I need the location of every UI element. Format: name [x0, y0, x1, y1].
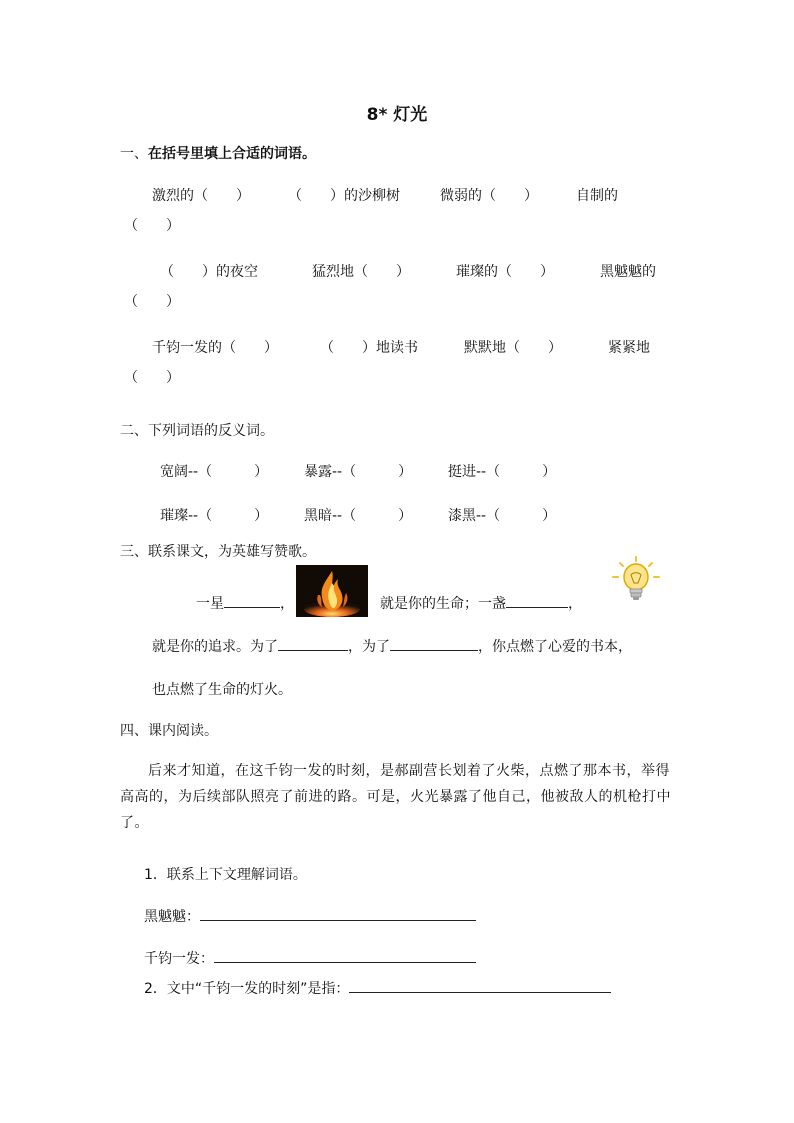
s1-r3-c3: 默默地（ ）	[464, 340, 562, 356]
blank-2[interactable]	[506, 593, 568, 608]
reading-passage	[120, 758, 676, 836]
lightbulb-icon	[608, 555, 664, 605]
lightbulb-image	[608, 555, 664, 605]
q1-term-2	[144, 948, 476, 968]
s2-r1-c2: 暴露--（ ）	[304, 464, 413, 480]
s3-line1-right	[380, 593, 582, 613]
s3-text-pursuit: 就是你的追求。为了	[152, 639, 278, 655]
s1-r1-c1: 激烈的（ ）	[152, 188, 250, 204]
blank-4[interactable]	[390, 636, 478, 651]
s2-r2-c2: 黑暗--（ ）	[304, 508, 413, 524]
passage-paragraph: 后来才知道，在这千钧一发的时刻，是郝副营长划着了火柴，点燃了那本书，举得高高的，为后续部队照亮了前进的路。可是，火光暴露了他自己，他被敌人的机枪打中了。	[120, 763, 671, 831]
s3-text-yixing: 一星	[196, 596, 224, 612]
s3-text-life: 就是你的生命；一盏	[380, 596, 506, 612]
question-2	[144, 978, 611, 998]
flame-icon	[296, 565, 368, 617]
s1-r1-c3: 微弱的（ ）	[440, 188, 538, 204]
s1-r1-c4: 自制的	[576, 188, 618, 204]
s1-r2-c2: 猛烈地（ ）	[312, 264, 410, 280]
s3-line1-left	[196, 593, 294, 613]
fire-image	[296, 565, 368, 617]
q1-term-1-label: 黑魆魆：	[144, 909, 200, 925]
q1-term-2-label: 千钧一发：	[144, 951, 214, 967]
s1-r3-wrap: （ ）	[124, 370, 180, 386]
s2-r1-c1: 宽阔--（ ）	[160, 464, 269, 480]
s3-text-weile: ，为了	[348, 639, 390, 655]
section-4-heading: 四、课内阅读。	[120, 723, 218, 739]
s3-line3: 也点燃了生命的灯火。	[152, 682, 292, 698]
section-1-number: 一、	[120, 146, 148, 162]
s2-r2-c3: 漆黑--（ ）	[448, 508, 557, 524]
s3-line2	[152, 636, 632, 656]
answer-line-1[interactable]	[200, 906, 476, 921]
s2-r1-c3: 挺进--（ ）	[448, 464, 557, 480]
s1-r3-c1: 千钧一发的（ ）	[152, 340, 278, 356]
blank-1[interactable]	[224, 593, 280, 608]
q1-term-1	[144, 906, 476, 926]
section-3-heading: 三、联系课文，为英雄写赞歌。	[120, 544, 316, 560]
page-title: 8* 灯光	[366, 105, 428, 125]
section-1-heading	[120, 143, 316, 163]
s3-text-book: ，你点燃了心爱的书本，	[478, 639, 632, 655]
answer-line-3[interactable]	[349, 978, 611, 993]
s1-r2-wrap: （ ）	[124, 294, 180, 310]
s1-r2-c3: 璀璨的（ ）	[456, 264, 554, 280]
s1-r2-c4: 黑魆魆的	[600, 264, 656, 280]
s3-comma-1: ，	[280, 596, 294, 612]
question-2-label: 2．文中“千钧一发的时刻”是指：	[144, 981, 350, 997]
s1-r3-c2: （ ）地读书	[320, 340, 418, 356]
section-2-heading: 二、下列词语的反义词。	[120, 423, 274, 439]
s1-r1-wrap: （ ）	[124, 218, 180, 234]
s2-r2-c1: 璀璨--（ ）	[160, 508, 269, 524]
s1-r2-c1: （ ）的夜空	[160, 264, 258, 280]
question-1: 1．联系上下文理解词语。	[144, 867, 307, 883]
answer-line-2[interactable]	[214, 948, 476, 963]
section-1-title: 在括号里填上合适的词语。	[148, 146, 316, 162]
s3-comma-2: ，	[568, 596, 582, 612]
s1-r3-c4: 紧紧地	[608, 340, 650, 356]
s1-r1-c2: （ ）的沙柳树	[288, 188, 400, 204]
blank-3[interactable]	[278, 636, 348, 651]
